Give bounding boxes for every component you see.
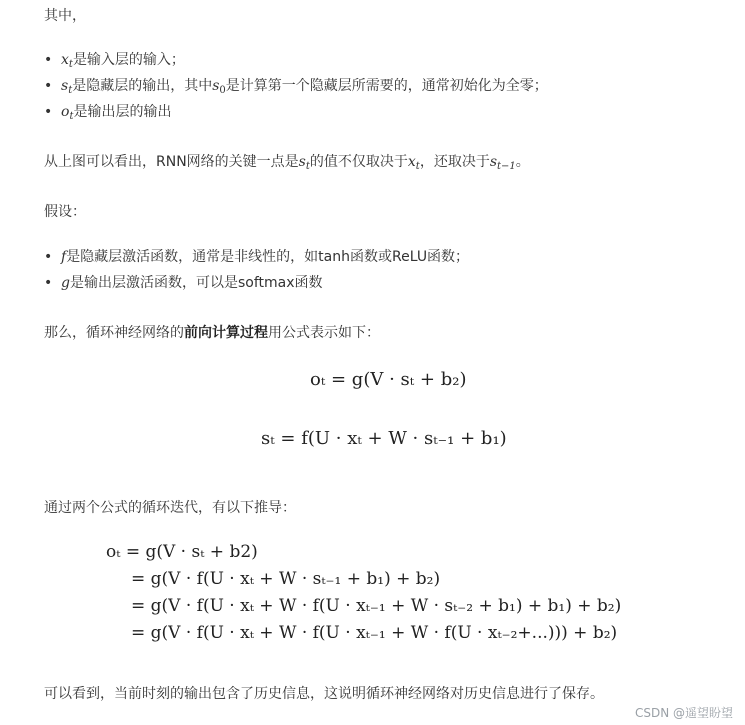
list-item-text: 是输入层的输入； [72,52,185,68]
output-definition-list [44,47,548,125]
list-item-text: 是计算第一个隐藏层所需要的，通常初始化为全零； [225,78,548,94]
para-text: ，还取决于 [419,154,490,170]
watermark: CSDN @遥望盼望 [634,706,733,720]
list-item [44,47,548,73]
equation-output: oₜ = g(V · sₜ + b₂) [310,369,467,390]
paragraph-conclusion: 可以看到，当前时刻的输出包含了历史信息，这说明循环神经网络对历史信息进行了保存。 [44,686,604,702]
math-var: s [61,78,69,94]
derivation-line: = g(V · f(U · xₜ + W · sₜ₋₁ + b₁) + b₂) [131,569,441,589]
math-var: s [298,154,306,170]
list-item [44,99,548,125]
list-item-text: 是隐藏层的输出，其中 [72,78,213,94]
bold-term: 前向计算过程 [184,325,268,341]
math-sub: t [305,161,310,172]
list-item-text: 是隐藏层激活函数，通常是非线性的，如tanh函数或ReLU函数； [66,249,470,265]
para-text: 。 [515,154,530,170]
math-var: s [489,154,498,170]
equation-hidden: sₜ = f(U · xₜ + W · sₜ₋₁ + b₁) [261,428,507,449]
para-text: 用公式表示如下： [268,325,380,341]
math-sub: t−1 [497,161,516,172]
para-text: 那么，循环神经网络的 [44,325,184,341]
list-item [44,244,469,270]
math-var: f [61,249,67,265]
math-var: g [61,275,70,291]
math-var: x [61,52,69,68]
math-sub: t [69,111,74,122]
list-item [44,73,548,99]
math-var: s [212,78,220,94]
math-sub: 0 [219,85,226,96]
derivation-line: oₜ = g(V · sₜ + b2) [106,542,258,562]
list-item [44,270,469,296]
para-text: 从上图可以看出，RNN网络的关键一点是 [44,154,299,170]
math-var: o [61,104,70,120]
math-sub: t [68,59,73,70]
intro-text: 其中， [44,8,86,24]
paragraph-rnn-key [44,151,530,172]
list-item-text: 是输出层的输出 [73,104,172,120]
paragraph-derivation: 通过两个公式的循环迭代，有以下推导： [44,500,296,516]
activation-list [44,244,469,296]
math-sub: t [415,161,420,172]
math-sub: t [68,85,73,96]
assume-heading: 假设： [44,204,86,220]
derivation-line: = g(V · f(U · xₜ + W · f(U · xₜ₋₁ + W · f(U · xₜ₋₂+...))) + b₂) [131,623,618,643]
math-var: x [407,154,416,170]
para-text: 的值不仅取决于 [309,154,408,170]
derivation-line: = g(V · f(U · xₜ + W · f(U · xₜ₋₁ + W · sₜ₋₂ + b₁) + b₁) + b₂) [131,596,622,616]
list-item-text: 是输出层激活函数，可以是softmax函数 [69,275,323,291]
paragraph-forward [44,322,380,342]
